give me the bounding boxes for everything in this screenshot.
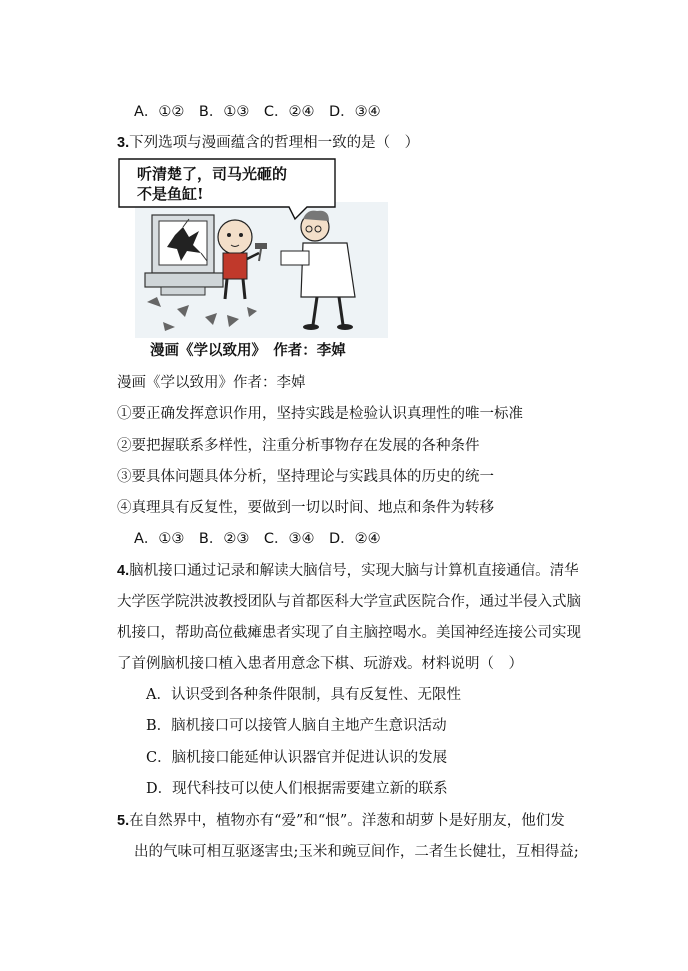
- cartoon-illustration: [117, 157, 392, 340]
- q3-number: 3.: [117, 135, 130, 151]
- q3-options: A．①③ B．②③ C．③④ D．②④: [134, 531, 381, 547]
- cartoon-caption: 漫画《学以致用》 作者：李婥: [150, 342, 346, 359]
- q3-stem: [117, 133, 419, 153]
- q2-options: A．①② B．①③ C．②④ D．③④: [134, 104, 381, 120]
- q5-line-1: [117, 811, 565, 831]
- q4-line-1-text: 脑机接口通过记录和解读大脑信号，实现大脑与计算机直接通信。清华: [129, 563, 579, 579]
- q3-statement-4: ④真理具有反复性，要做到一切以时间、地点和条件为转移: [117, 500, 494, 516]
- broken-computer-monitor: [145, 215, 223, 295]
- cartoon-caption-plain: 漫画《学以致用》作者：李婥: [117, 375, 306, 391]
- q4-line-3: 机接口，帮助高位截瘫患者实现了自主脑控喝水。美国神经连接公司实现: [117, 625, 581, 641]
- q5-line-1-text: 在自然界中，植物亦有“爱”和“恨”。洋葱和胡萝卜是好朋友，他们发: [129, 813, 565, 829]
- q5-line-2: 出的气味可相互驱逐害虫;玉米和豌豆间作，二者生长健壮，互相得益;: [134, 844, 579, 860]
- q3-stem-text: 下列选项与漫画蕴含的哲理相一致的是（ ）: [129, 135, 420, 151]
- q3-statement-1: ①要正确发挥意识作用，坚持实践是检验认识真理性的唯一标准: [117, 406, 523, 422]
- q4-option-a: A．认识受到各种条件限制，具有反复性、无限性: [146, 687, 461, 703]
- q3-statement-3: ③要具体问题具体分析，坚持理论与实践具体的历史的统一: [117, 469, 494, 485]
- speech-line-2: 不是鱼缸!: [137, 185, 204, 203]
- q5-number: 5.: [117, 813, 130, 829]
- q4-option-d: D．现代科技可以使人们根据需要建立新的联系: [146, 781, 448, 797]
- speech-line-1: 听清楚了，司马光砸的: [137, 165, 288, 183]
- q4-number: 4.: [117, 563, 130, 579]
- q4-line-2: 大学医学院洪波教授团队与首都医科大学宣武医院合作，通过半侵入式脑: [117, 594, 581, 610]
- q4-option-c: C．脑机接口能延伸认识器官并促进认识的发展: [146, 750, 448, 766]
- q4-option-b: B．脑机接口可以接管人脑自主地产生意识活动: [146, 718, 447, 734]
- q3-statement-2: ②要把握联系多样性，注重分析事物存在发展的各种条件: [117, 438, 480, 454]
- q4-line-4: 了首例脑机接口植入患者用意念下棋、玩游戏。材料说明（ ）: [117, 656, 523, 672]
- q4-line-1: [117, 561, 579, 581]
